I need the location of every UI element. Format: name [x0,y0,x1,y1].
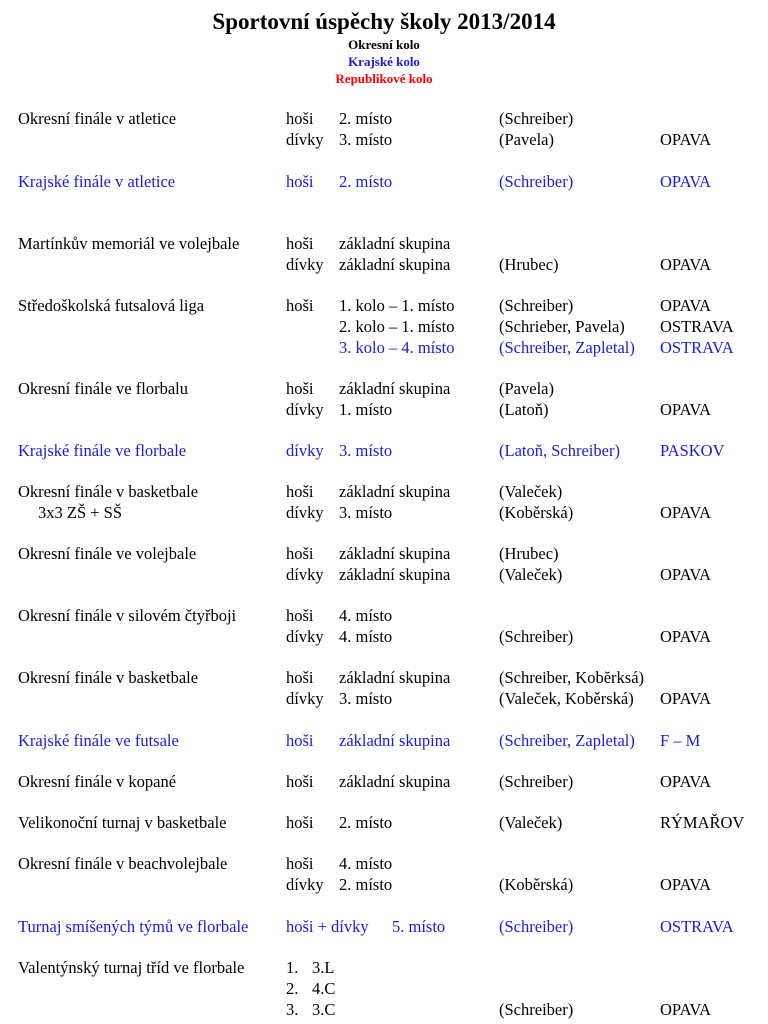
event-name: Okresní finále v atletice [18,109,177,128]
result: základní skupina [339,482,451,501]
teacher: (Schreiber, Kobĕrksá) [499,668,645,687]
result-row [0,543,768,564]
location: OPAVA [660,255,712,274]
location: OPAVA [660,772,712,791]
result-row [0,171,768,192]
teacher: (Valeček) [499,565,563,584]
event-name: Krajské finále v atletice [18,172,176,191]
category: dívky [286,441,324,460]
teacher: (Koběrská) [499,503,574,522]
location: OPAVA [660,875,712,894]
event-name: Okresní finále v silovém čtyřboji [18,606,237,625]
event-name: Okresní finále v kopané [18,772,177,791]
location: F – M [660,731,701,750]
location: OSTRAVA [660,338,734,357]
category: hoši [286,482,314,501]
result: 3. místo [339,441,393,460]
result-row [0,254,768,275]
result-row [0,502,768,523]
teacher: (Schreiber) [499,296,574,315]
result: 2. místo [339,813,393,832]
teacher: (Schrieber, Pavela) [499,317,625,336]
rank-number: 1. [286,958,299,977]
rank-number: 3. [286,1000,299,1019]
result-row [0,129,768,150]
result: základní skupina [339,668,451,687]
category: hoši [286,172,314,191]
legend-republikove-kolo: Republikové kolo [335,71,433,86]
teacher: (Schreiber) [499,109,574,128]
result-row [0,337,768,358]
teacher: (Schreiber) [499,1000,574,1019]
event-subtitle: 3x3 ZŠ + SŠ [38,503,123,522]
result-row [0,916,768,937]
result-row [0,233,768,254]
category: hoši [286,731,314,750]
result: 3. místo [339,689,393,708]
result-row [0,378,768,399]
event-name: Velikonoční turnaj v basketbale [18,813,227,832]
event-name: Okresní finále v basketbale [18,668,199,687]
location: OSTRAVA [660,917,734,936]
category: hoši [286,109,314,128]
event-name: Okresní finále v beachvolejbale [18,854,228,873]
result-row [0,440,768,461]
location: OPAVA [660,565,712,584]
class-name: 3.L [312,958,335,977]
result-row [0,771,768,792]
class-name: 4.C [312,979,336,998]
category: hoši [286,296,314,315]
location: OPAVA [660,296,712,315]
result-row [0,999,768,1020]
result: 4. místo [339,606,393,625]
teacher: (Hrubec) [499,544,559,563]
result: 2. kolo – 1. místo [339,317,455,336]
teacher: (Latoň) [499,400,549,419]
result: 5. místo [392,917,446,936]
category: dívky [286,255,324,274]
result: základní skupina [339,234,451,253]
category: hoši [286,606,314,625]
location: OPAVA [660,627,712,646]
result-row [0,481,768,502]
event-name: Krajské finále ve florbale [18,441,187,460]
result: základní skupina [339,731,451,750]
result-row [0,978,768,999]
result-row [0,399,768,420]
event-name: Turnaj smíšených týmů ve florbale [18,917,249,936]
teacher: (Pavela) [499,130,554,149]
location: OPAVA [660,1000,712,1019]
result-row [0,605,768,626]
category: dívky [286,400,324,419]
result-row [0,812,768,833]
result: 3. kolo – 4. místo [339,338,455,357]
category: dívky [286,689,324,708]
event-name: Okresní finále ve volejbale [18,544,197,563]
result: základní skupina [339,565,451,584]
teacher: (Pavela) [499,379,554,398]
result: základní skupina [339,772,451,791]
teacher: (Valeček) [499,813,563,832]
result-row [0,688,768,709]
location: OPAVA [660,689,712,708]
teacher: (Koběrská) [499,875,574,894]
event-name: Středoškolská futsalová liga [18,296,205,315]
result-row [0,667,768,688]
category: hoši + dívky [286,917,369,936]
result: základní skupina [339,544,451,563]
location: OPAVA [660,172,712,191]
result: 4. místo [339,854,393,873]
category: hoši [286,813,314,832]
result-row [0,316,768,337]
category: dívky [286,565,324,584]
category: dívky [286,130,324,149]
category: hoši [286,668,314,687]
location: OSTRAVA [660,317,734,336]
result-row [0,626,768,647]
page-title: Sportovní úspěchy školy 2013/2014 [212,9,556,34]
result-row [0,108,768,129]
teacher: (Schreiber) [499,772,574,791]
result: 2. místo [339,172,393,191]
rank-number: 2. [286,979,299,998]
result-row [0,295,768,316]
category: hoši [286,234,314,253]
event-name: Martínkův memoriál ve volejbale [18,234,240,253]
legend-krajske-kolo: Krajské kolo [348,54,420,69]
result: 2. místo [339,875,393,894]
result: 4. místo [339,627,393,646]
result: základní skupina [339,379,451,398]
teacher: (Hrubec) [499,255,559,274]
teacher: (Schreiber) [499,172,574,191]
result: 3. místo [339,503,393,522]
result: 2. místo [339,109,393,128]
category: hoši [286,544,314,563]
category: hoši [286,854,314,873]
event-name: Krajské finále ve futsale [18,731,179,750]
location: PASKOV [660,441,725,460]
result-row [0,853,768,874]
result-row [0,730,768,751]
event-name: Okresní finále v basketbale [18,482,199,501]
location: OPAVA [660,503,712,522]
result: 1. kolo – 1. místo [339,296,455,315]
category: hoši [286,772,314,791]
result-row [0,957,768,978]
result-row [0,564,768,585]
location: OPAVA [660,400,712,419]
teacher: (Schreiber, Zapletal) [499,338,635,357]
class-name: 3.C [312,1000,336,1019]
teacher: (Schreiber, Zapletal) [499,731,635,750]
category: dívky [286,875,324,894]
teacher: (Valeček) [499,482,563,501]
event-name: Okresní finále ve florbalu [18,379,188,398]
result: základní skupina [339,255,451,274]
teacher: (Valeček, Koběrská) [499,689,634,708]
result-row [0,874,768,895]
result: 3. místo [339,130,393,149]
teacher: (Schreiber) [499,917,574,936]
category: dívky [286,503,324,522]
result: 1. místo [339,400,393,419]
location: OPAVA [660,130,712,149]
category: hoši [286,379,314,398]
category: dívky [286,627,324,646]
teacher: (Schreiber) [499,627,574,646]
location: RÝMAŘOV [660,813,745,832]
event-name: Valentýnský turnaj tříd ve florbale [18,958,245,977]
teacher: (Latoň, Schreiber) [499,441,620,460]
legend-okresni-kolo: Okresní kolo [348,37,420,52]
